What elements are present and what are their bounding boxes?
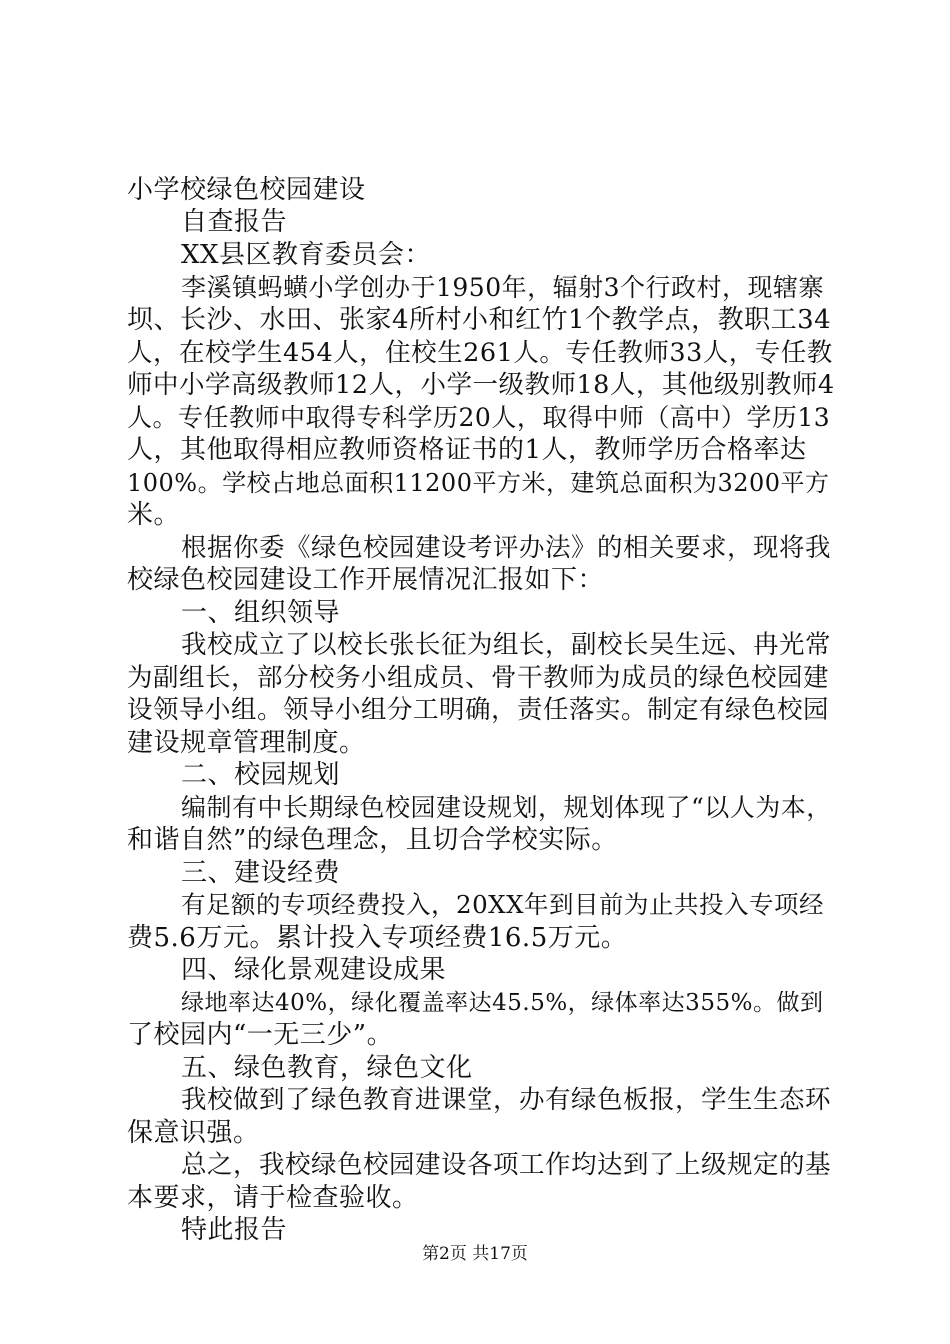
section-heading: 二、校园规划: [181, 760, 341, 790]
section-text-line: 了校园内“一无三少”。: [127, 1020, 394, 1050]
intro-line: 人，其他取得相应教师资格证书的1人，教师学历合格率达: [127, 435, 807, 465]
section-heading: 五、绿色教育，绿色文化: [181, 1053, 473, 1083]
document-subtitle: 自查报告: [181, 207, 288, 237]
intro-line: 坝、长沙、水田、张家4所村小和红竹1个教学点，教职工34: [127, 305, 832, 335]
section-text-line: 编制有中长期绿色校园建设规划，规划体现了“以人为本，: [181, 793, 832, 822]
section-text-line: 为副组长，部分校务小组成员、骨干教师为成员的绿色校园建: [127, 663, 830, 693]
intro-line: 人，在校学生454人，住校生261人。专任教师33人，专任教: [127, 338, 833, 368]
section-heading: 四、绿化景观建设成果: [181, 955, 447, 985]
section-heading: 一、组织领导: [181, 598, 341, 628]
section-text-line: 保意识强。: [127, 1118, 260, 1148]
addressee: XX县区教育委员会：: [181, 240, 432, 270]
closing-line: 特此报告: [181, 1215, 288, 1245]
intro-line: 李溪镇蚂蟥小学创办于1950年，辐射3个行政村，现辖寨: [181, 273, 825, 302]
section-text-line: 建设规章管理制度。: [127, 728, 366, 758]
request-line: 根据你委《绿色校园建设考评办法》的相关要求，现将我: [181, 533, 832, 563]
intro-line: 米。: [127, 500, 181, 530]
section-text-line: 有足额的专项经费投入，20XX年到目前为止共投入专项经: [181, 890, 825, 919]
section-text-line: 绿地率达40%，绿化覆盖率达45.5%，绿体率达355%。做到: [181, 990, 824, 1016]
conclusion-line: 总之，我校绿色校园建设各项工作均达到了上级规定的基: [181, 1150, 832, 1180]
section-heading: 三、建设经费: [181, 858, 341, 888]
intro-line: 人。专任教师中取得专科学历20人，取得中师（高中）学历13: [127, 403, 831, 432]
intro-line: 师中小学高级教师12人，小学一级教师18人，其他级别教师4: [127, 370, 835, 400]
section-text-line: 我校做到了绿色教育进课堂，办有绿色板报，学生生态环: [181, 1085, 832, 1115]
section-text-line: 费5.6万元。累计投入专项经费16.5万元。: [127, 923, 628, 953]
section-text-line: 我校成立了以校长张长征为组长，副校长吴生远、冉光常: [181, 630, 832, 660]
section-text-line: 设领导小组。领导小组分工明确，责任落实。制定有绿色校园: [127, 695, 830, 725]
page-number-footer: 第2页 共17页: [422, 1244, 528, 1264]
document-title: 小学校绿色校园建设: [127, 175, 366, 205]
conclusion-line: 本要求，请于检查验收。: [127, 1183, 419, 1213]
request-line: 校绿色校园建设工作开展情况汇报如下：: [127, 565, 605, 595]
intro-line: 100%。学校占地总面积11200平方米，建筑总面积为3200平方: [127, 469, 830, 497]
section-text-line: 和谐自然”的绿色理念，且切合学校实际。: [127, 825, 618, 855]
